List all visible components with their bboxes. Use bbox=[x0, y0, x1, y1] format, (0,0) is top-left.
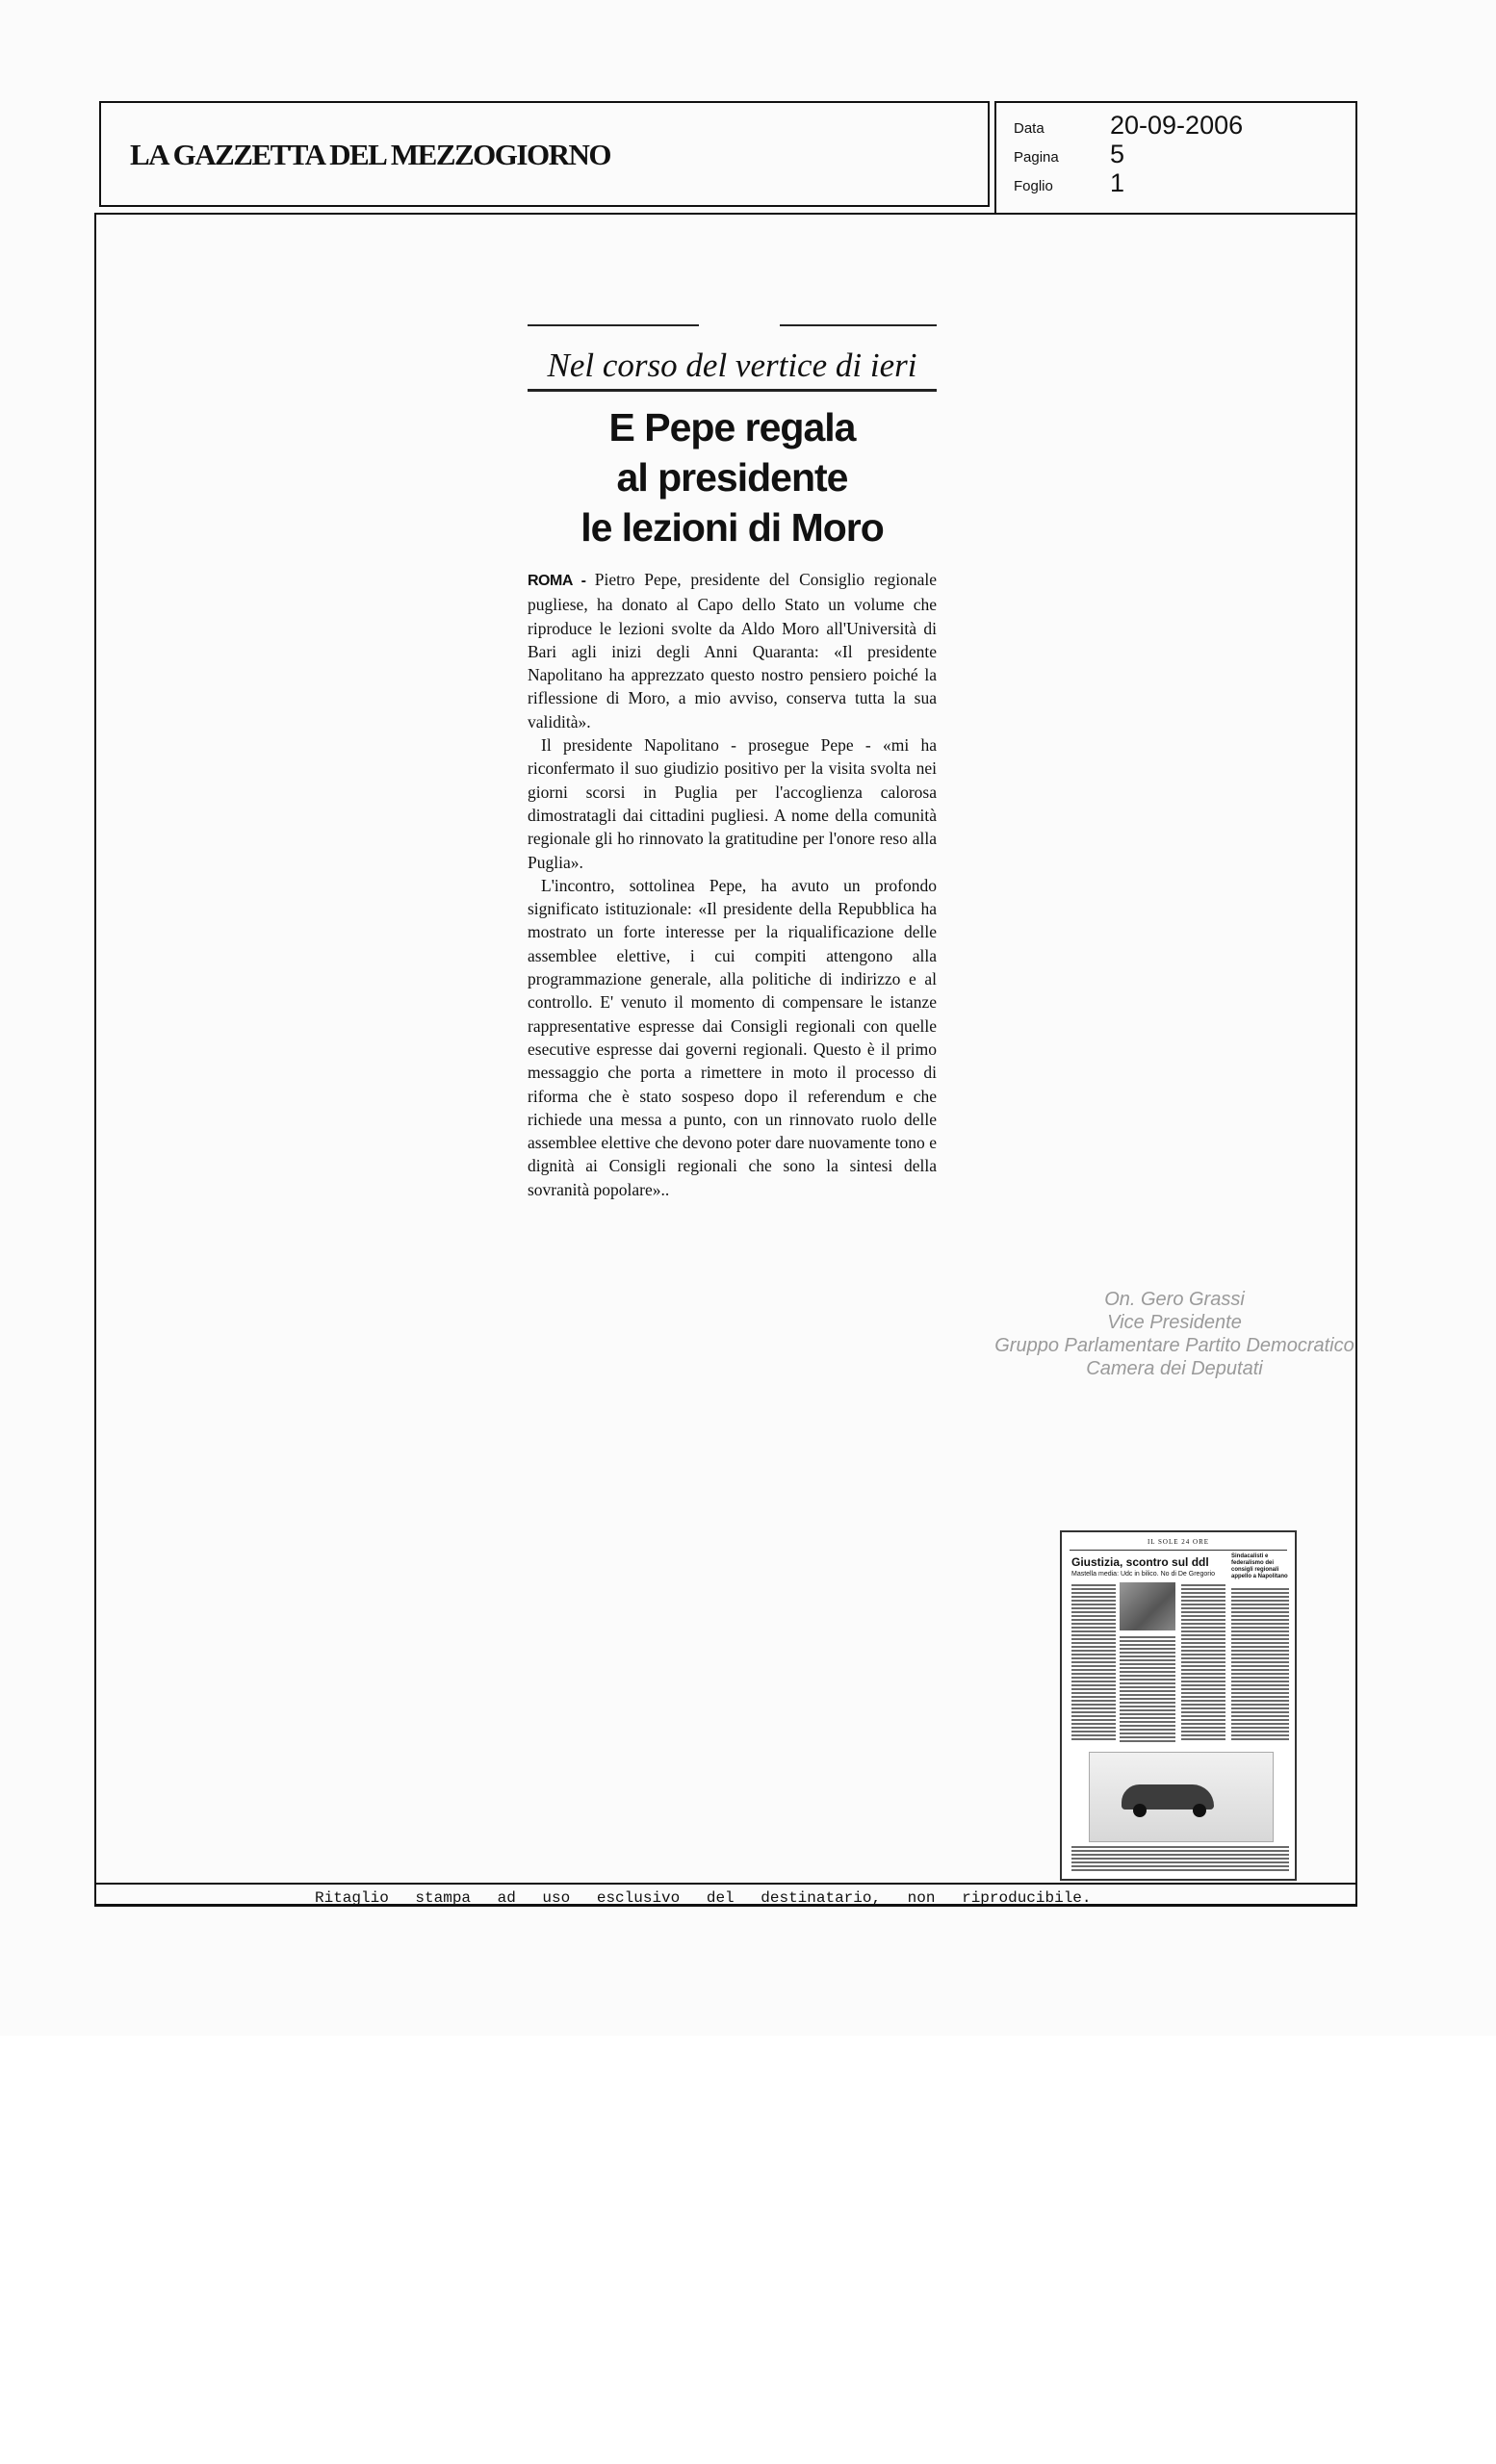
stamp-line: Camera dei Deputati bbox=[1086, 1358, 1263, 1379]
footer-disclaimer: Ritaglio stampa ad uso esclusivo del destinatario, non riproducibile. bbox=[315, 1889, 1092, 1907]
thumbnail-text-column bbox=[1071, 1584, 1116, 1742]
sheet-label: Foglio bbox=[1014, 178, 1053, 194]
newspaper-masthead: LA GAZZETTA DEL MEZZOGIORNO bbox=[130, 138, 610, 171]
thumbnail-text-column bbox=[1181, 1584, 1225, 1742]
decorative-rule-left bbox=[528, 324, 699, 326]
wheel-icon bbox=[1133, 1804, 1147, 1817]
stamp-line: Vice Presidente bbox=[1107, 1312, 1242, 1333]
dateline: ROMA - bbox=[528, 573, 595, 589]
thumbnail-masthead: IL SOLE 24 ORE bbox=[1147, 1538, 1210, 1546]
wheel-icon bbox=[1193, 1804, 1206, 1817]
thumbnail-rule bbox=[1070, 1550, 1287, 1551]
headline-line: E Pepe regala bbox=[608, 405, 856, 449]
stamp-line: Gruppo Parlamentare Partito Democratico bbox=[994, 1335, 1354, 1356]
date-label: Data bbox=[1014, 120, 1045, 137]
article-kicker: Nel corso del vertice di ieri bbox=[528, 346, 937, 392]
sheet-value: 1 bbox=[1110, 168, 1125, 197]
paragraph-text: Pietro Pepe, presidente del Consiglio regionale pugliese, ha donato al Capo dello Stato un volume che riproduce le lezioni svolte da Aldo Moro all'Università di Bari agli inizi degli Anni Quaranta: «Il presidente Napolitano ha apprezzato questo nostro pensiero poiché la riflessione di Moro, a mio avviso, conserva tutta la sua validità». bbox=[528, 570, 937, 732]
thumbnail-text-column bbox=[1071, 1846, 1289, 1873]
article-paragraph bbox=[528, 568, 937, 733]
article-body bbox=[528, 568, 937, 1201]
decorative-rule-right bbox=[780, 324, 937, 326]
thumbnail-title: Giustizia, scontro sul ddl bbox=[1071, 1555, 1209, 1569]
thumbnail-subtitle: Mastella media: Udc in bilico. No di De Gregorio bbox=[1071, 1571, 1216, 1578]
headline-line: le lezioni di Moro bbox=[580, 505, 884, 550]
metadata-box bbox=[994, 101, 1357, 215]
date-value: 20-09-2006 bbox=[1110, 111, 1244, 140]
article-paragraph: L'incontro, sottolinea Pepe, ha avuto un profondo significato istituzionale: «Il presidente della Repubblica ha mostrato un forte interesse per la riqualificazione delle assemblee elettive, i cui compiti attengono alla programmazione generale, alla politiche di indirizzo e al controllo. E' venuto il momento di compensare le istanze rappresentative espresse dai Consigli regionali con quelle esecutive espresse dai governi regionali. Questo è il primo messaggio che porta a rimettere in moto il processo di riforma che è stato sospeso dopo il referendum e che richiede una messa a punto, con un rinnovato ruolo delle assemblee elettive che devono poter dare nuovamente tono e dignità ai Consigli regionali che sono la sintesi della sovranità popolare».. bbox=[528, 875, 937, 1199]
thumbnail-side-title: Sindacalisti e federalismo dei consigli regionali appello a Napolitano bbox=[1231, 1553, 1288, 1579]
thumbnail-photo bbox=[1120, 1582, 1175, 1630]
page-value: 5 bbox=[1110, 140, 1125, 168]
thumbnail-text-column bbox=[1231, 1588, 1289, 1742]
headline-line: al presidente bbox=[616, 455, 848, 500]
article-paragraph: Il presidente Napolitano - prosegue Pepe - «mi ha riconfermato il suo giudizio positivo per la visita svolta nei giorni scorsi in Puglia per l'accoglienza calorosa dimostratagli dai cittadini pugliesi. A nome della comunità regionale gli ho rinnovato la gratitudine per l'onore reso alla Puglia». bbox=[528, 735, 937, 872]
article-headline bbox=[528, 402, 937, 552]
stamp-line: On. Gero Grassi bbox=[1104, 1289, 1245, 1310]
page-label: Pagina bbox=[1014, 149, 1059, 166]
thumbnail-text-column bbox=[1120, 1636, 1175, 1744]
page-thumbnail bbox=[1060, 1530, 1297, 1881]
masthead-box bbox=[99, 101, 990, 207]
office-stamp bbox=[972, 1288, 1377, 1380]
